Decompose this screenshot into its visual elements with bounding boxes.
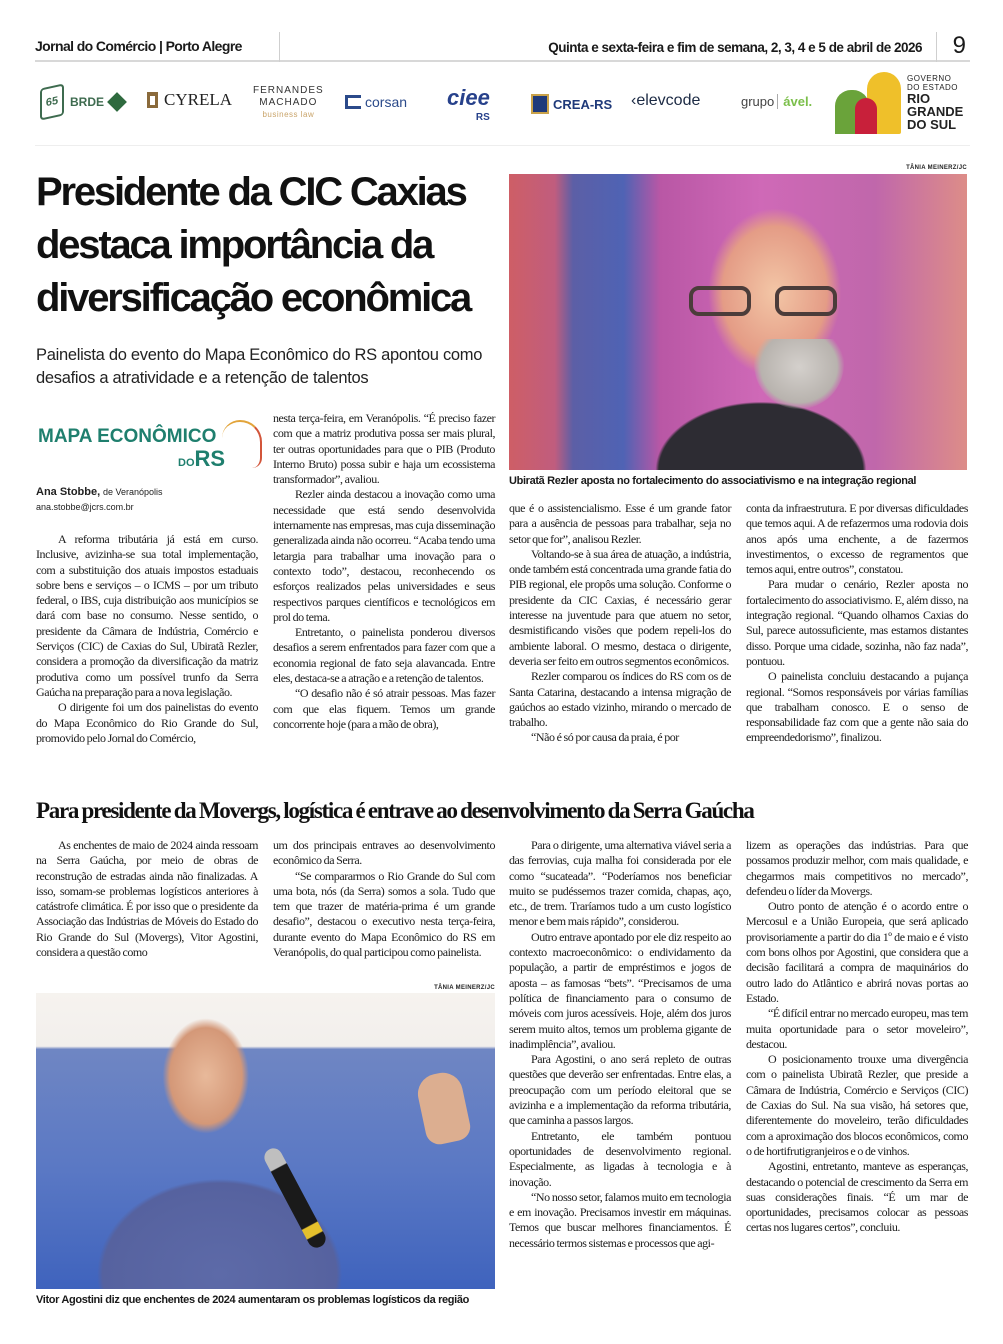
article2-photo-caption: Vitor Agostini diz que enchentes de 2024 aumentaram os problemas logísticos da região bbox=[36, 1294, 469, 1306]
corsan-text: corsan bbox=[365, 94, 408, 110]
paragraph: um dos principais entraves ao desenvolvimento econômico da Serra. bbox=[273, 838, 495, 868]
paragraph: O painelista concluiu destacando a pujança regional. “Somos responsáveis por várias famílias que trabalham conosco. E o senso de responsabilidade faz com que a gente não saia do empreendedorismo”, finalizou. bbox=[746, 669, 968, 745]
microphone-icon bbox=[261, 1145, 329, 1251]
paragraph: As enchentes de maio de 2024 ainda ressoam na Serra Gaúcha, por meio de obras de reconstrução de estradas ainda não finalizadas. A isso, somam-se problemas logísticos anteriores à catástrofe climática. É por isso que o presidente da Associação das Indústrias de Móveis do Estado do Rio Grande do Sul (Movergs), Vitor Agostini, considera a questão como bbox=[36, 838, 258, 960]
brde-leaf-icon bbox=[107, 92, 127, 112]
masthead bbox=[35, 32, 970, 62]
masthead-divider bbox=[279, 32, 280, 62]
gov-text bbox=[907, 74, 963, 131]
avel-text: ável. bbox=[777, 94, 812, 109]
paragraph: nesta terça-feira, em Veranópolis. “É preciso fazer com que a matriz produtiva possa ser mais plural, ter outras oportunidades para que o PIB (Produto Interno Bruto) possa subir e haja um ecossistema transformador”, avaliou. bbox=[273, 411, 495, 487]
article1-column-4 bbox=[746, 501, 968, 746]
paragraph: O dirigente foi um dos painelistas do evento do Mapa Econômico do Rio Grande do Sul, promovido pelo Jornal do Comércio, bbox=[36, 700, 258, 745]
gov-line4: GRANDE bbox=[907, 104, 964, 119]
paragraph: Para Agostini, o ano será repleto de outras questões que deverão ser enfrentadas. Entre elas, a preocupação com um período eleitoral que se avizinha e a implementação da reforma tributária, que caminha a passos largos. bbox=[509, 1052, 731, 1128]
cyrela-logo bbox=[147, 90, 232, 110]
article1-column-2 bbox=[273, 411, 495, 732]
byline-author: Ana Stobbe, bbox=[36, 486, 101, 498]
grupo-avel-logo bbox=[741, 94, 812, 109]
raised-hand-shape bbox=[414, 1069, 473, 1147]
brde-logo bbox=[40, 86, 124, 118]
article2-column-3 bbox=[509, 838, 731, 1251]
byline bbox=[36, 486, 163, 512]
edition-date: Quinta e sexta-feira e fim de semana, 2, 3, 4 e 5 de abril de 2026 bbox=[548, 40, 922, 55]
cyrela-door-icon bbox=[147, 92, 158, 108]
corsan-c-icon bbox=[345, 95, 361, 109]
crea-text: CREA-RS bbox=[553, 96, 613, 112]
article1-photo-rezler bbox=[509, 174, 967, 470]
mapa-logo-do: DO bbox=[178, 457, 195, 469]
paragraph: Entretanto, ele também pontuou oportunidades de desenvolvimento regional. Especialmente, as ligadas à tecnologia e à inovação. bbox=[509, 1128, 731, 1189]
mapa-logo-rs: RS bbox=[194, 446, 226, 471]
paragraph: A reforma tributária já está em curso. Inclusive, avizinha-se sua total implementação, com a substituição dos atuais impostos estaduais sobre bens e serviços – o ICMS – por um tributo federal, o IBS, cuja distribuição aos municípios se dará com base no consumo. Nesse sentido, o presidente da Câmara de Indústria, Comércio e Serviços (CIC) de Caxias do Sul, Ubiratã Rezler, considera a promoção da diversificação da matriz produtiva como um possível trunfo da Serra Gaúcha na preparação para a nova legislação. bbox=[36, 532, 258, 699]
paragraph: Rezler comparou os índices do RS com os de Santa Catarina, destacando a intensa migração de gaúchos ao estado vizinho, mirando o mercado de trabalho. bbox=[509, 669, 731, 730]
gov-line3: RIO bbox=[907, 91, 931, 106]
article1-column-1 bbox=[36, 532, 258, 746]
paragraph: O posicionamento trouxe uma divergência com o painelista Ubiratã Rezler, que preside a Câmara de Indústria, Comércio e Serviços (CIC) de Caxias do Sul. Na sua visão, há setores que, diferentemente do moveleiro, terão dificuldades com a aproximação dos blocos econômicos, como o de hortifrutigranjeiros e o de vinhos. bbox=[746, 1052, 968, 1158]
gov-figure-red-icon bbox=[855, 98, 877, 134]
article1-column-3 bbox=[509, 501, 731, 746]
article1-deck: Painelista do evento do Mapa Econômico do RS apontou como desafios a atratividade e a retenção de talentos bbox=[36, 346, 483, 387]
beard-shape bbox=[754, 339, 844, 409]
paragraph: “Não é só por causa da praia, é por bbox=[531, 730, 679, 745]
fernandes-machado-logo bbox=[253, 85, 324, 121]
ciee-sub: RS bbox=[475, 112, 490, 123]
paragraph: “É difícil entrar no mercado europeu, mas tem muita oportunidade para o setor moveleiro”, destacou. bbox=[746, 1006, 968, 1051]
article2-headline: Para presidente da Movergs, logística é entrave ao desenvolvimento da Serra Gaúcha bbox=[36, 798, 754, 823]
paragraph: conta da infraestrutura. E por diversas dificuldades que temos aqui. A de refazermos uma rodovia dois anos após uma enchente, a de fazermos investimentos, o excesso de regramentos que temos aqui, entre outros”, constatou. bbox=[746, 501, 968, 577]
article1-headline: Presidente da CIC Caxias destaca importância da diversificação econômica bbox=[36, 170, 471, 320]
ciee-logo bbox=[447, 85, 490, 128]
governo-rs-logo bbox=[831, 72, 971, 134]
article2-photo-credit: TÂNIA MEINERZ/JC bbox=[434, 985, 495, 991]
grupo-text: grupo bbox=[741, 94, 775, 109]
paragraph: lizem as operações das indústrias. Para que possamos produzir melhor, com mais qualidade, e chegarmos mais competitivos no mercado”, defendeu o líder da Movergs. bbox=[746, 838, 968, 898]
article2-column-4 bbox=[746, 838, 968, 1236]
page-number: 9 bbox=[952, 32, 966, 59]
fm-line3: business law bbox=[262, 110, 315, 119]
mapa-logo-line1: MAPA ECONÔMICO bbox=[38, 426, 217, 447]
paragraph: que é o assistencialismo. Esse é um grande fator para a ausência de pessoas para trabalhar, seja no setor que for”, analisou Rezler. bbox=[509, 501, 731, 546]
sponsor-logos bbox=[35, 76, 970, 146]
paragraph: Para mudar o cenário, Rezler aposta no fortalecimento do associativismo. E, além disso, na integração regional. “Quando olhamos Caxias do Sul, parece autossuficiente, mas estamos distantes disso. Porque uma cidade, sozinha, não faz nada”, pontuou. bbox=[746, 577, 968, 668]
paragraph: “Se compararmos o Rio Grande do Sul com uma bota, nós (da Serra) somos a sola. Tudo que tem que trazer de matéria-prima é um grande desafio”, destacou o executivo nesta terça-feira, durante evento do Mapa Econômico do RS em Veranópolis, do qual participou como painelista. bbox=[273, 868, 495, 960]
paragraph: Para o dirigente, uma alternativa viável seria a das ferrovias, cuja malha foi considerada por ele como “sucateada”. “Poderíamos nos beneficiar muito se pudéssemos trazer comida, chapas, aço, etc., de trem. Traríamos tudo a um custo logístico menor e bem mais rápido”, considerou. bbox=[509, 838, 731, 929]
fm-line1: FERNANDES bbox=[253, 85, 324, 96]
ciee-text: ciee bbox=[447, 85, 490, 110]
paragraph: Outro ponto de atenção é o acordo entre o Mercosul e a União Europeia, que será aplicado provisoriamente a partir do dia 1º de maio e é visto com bons olhos por Agostini, que considera que a decisão facilitará a compra de maquinários do outro lado do Atlântico e abrirá novas portas ao Estado. bbox=[746, 899, 968, 1005]
article2-column-2 bbox=[273, 838, 495, 960]
paper-name: Jornal do Comércio | Porto Alegre bbox=[35, 38, 242, 54]
byline-email[interactable]: ana.stobbe@jcrs.com.br bbox=[36, 502, 134, 512]
byline-place: de Veranópolis bbox=[102, 487, 163, 497]
article1-photo-credit: TÂNIA MEINERZ/JC bbox=[906, 165, 967, 171]
crea-logo bbox=[531, 94, 612, 114]
fm-line2: MACHADO bbox=[259, 97, 318, 108]
elevcode-logo: ‹elevcode bbox=[631, 92, 701, 109]
cyrela-text: CYRELA bbox=[164, 90, 232, 109]
paragraph: Agostini, entretanto, manteve as esperanças, destacando o potencial de crescimento da Serra em suas considerações finais. “É um mar de oportunidades, precisamos colocar as pessoas certas nos lugares certos”, concluiu. bbox=[746, 1159, 968, 1235]
paragraph: Rezler ainda destacou a inovação como uma necessidade que está sendo desenvolvida internamente nas empresas, mas cuja disseminação generalizada ainda não ocorreu. “Acaba tendo uma letargia para trabalhar uma inovação para o contexto todo”, destacou, reconhecendo os esforços realizados pelas universidades e seus respectivos parques científicos e tecnológicos em prol do tema. bbox=[273, 487, 495, 624]
paragraph: Entretanto, o painelista ponderou diversos desafios a serem enfrentados para fazer com que a economia regional de fato seja alavancada. Entre eles, destaca-se a atração e a retenção de talentos. bbox=[273, 625, 495, 686]
paragraph: “No nosso setor, falamos muito em tecnologia e em inovação. Precisamos investir em máquinas. Temos que buscar melhores financiamentos. É necessário termos sistemas e processos que agi- bbox=[509, 1189, 731, 1250]
rs-map-outline-icon bbox=[222, 420, 262, 468]
corsan-logo bbox=[345, 94, 407, 110]
glasses-shape bbox=[689, 286, 849, 316]
gov-line2: DO ESTADO bbox=[907, 83, 959, 92]
paragraph: Voltando-se à sua área de atuação, a indústria, onde também está concentrada uma grande fatia do PIB regional, ele propôs uma solução. Conforme o presidente da CIC Caxias, é necessário gerar interesse na juventude para que atuem no setor, desmistificando visões que podem repeli-los do ambiente laboral. O mesmo, destaca o dirigente, deveria ser feito em outros segmentos econômicos. bbox=[509, 546, 731, 668]
article2-photo-agostini bbox=[36, 993, 495, 1289]
brde-text: BRDE bbox=[70, 95, 105, 109]
masthead-divider bbox=[936, 32, 937, 62]
gov-line5: DO SUL bbox=[907, 117, 957, 132]
paragraph: Outro entrave apontado por ele diz respeito ao contexto macroeconômico: o endividamento da população, a partir de empréstimos e jogos de aposta – as famosas “bets”. “Precisamos de uma política de financiamento para o consumo de móveis com juros acessíveis. Hoje, além dos juros serem muito altos, temos um problema gigante de inadimplência”, avaliou. bbox=[509, 929, 731, 1051]
anniversary-badge-icon: 65 bbox=[40, 83, 64, 120]
paragraph: “O desafio não é só atrair pessoas. Mas fazer com que elas fiquem. Temos um grande concorrente hoje (para a mão de obra), bbox=[273, 686, 495, 731]
article1-photo-caption: Ubiratã Rezler aposta no fortalecimento do associativismo e na integração regional bbox=[509, 475, 917, 487]
gov-line1: GOVERNO bbox=[907, 74, 952, 83]
crea-seal-icon bbox=[531, 94, 549, 114]
article2-column-1 bbox=[36, 838, 258, 960]
mapa-logo-line2 bbox=[178, 446, 225, 472]
mapa-economico-logo bbox=[38, 418, 263, 478]
